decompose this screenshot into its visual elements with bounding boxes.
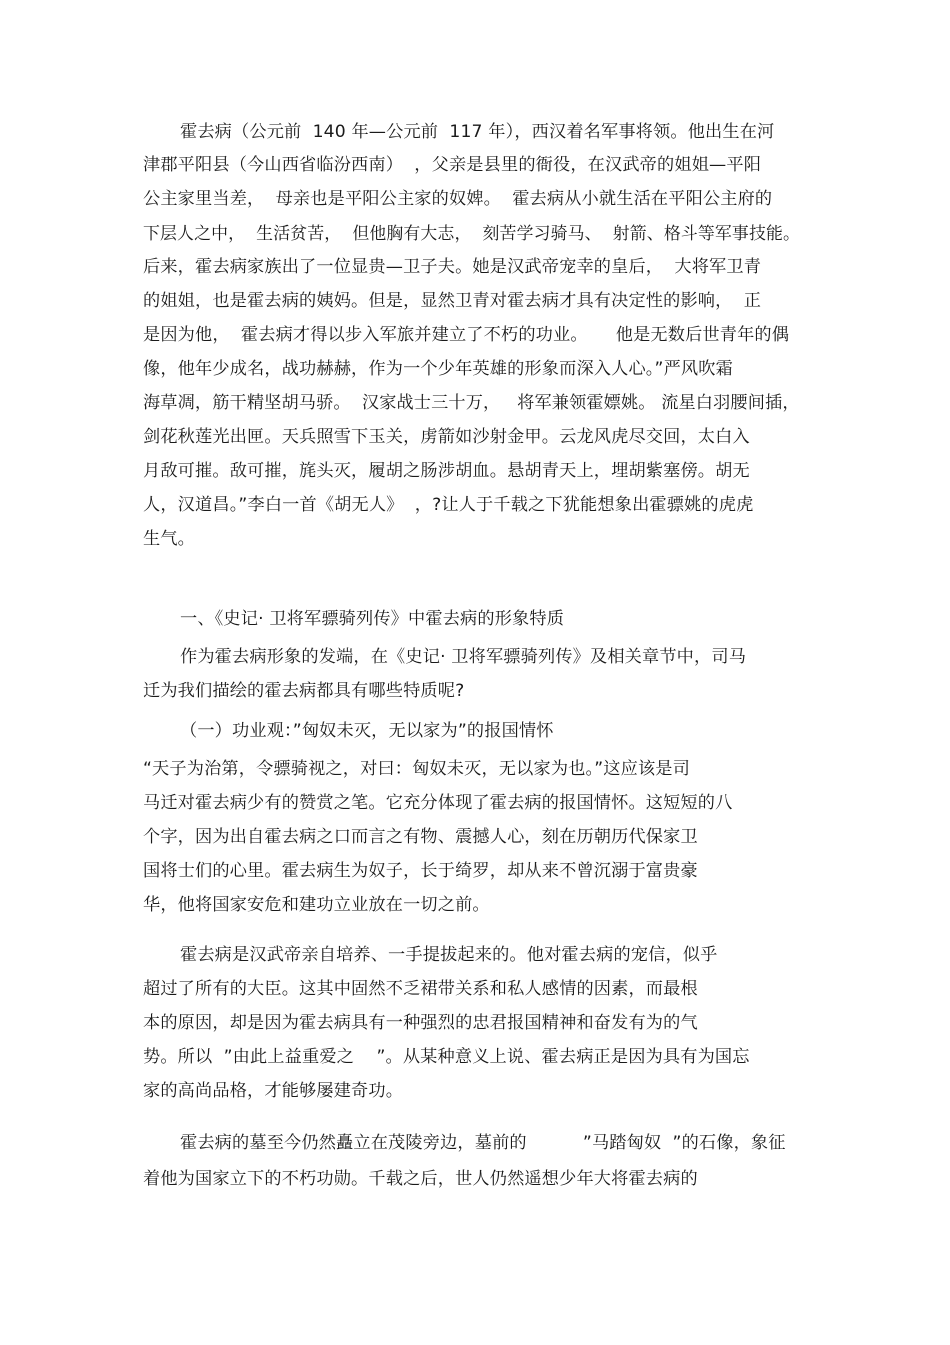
- text-line: 家的高尚品格，才能够屡建奇功。: [143, 1081, 404, 1101]
- text-line: 着他为国家立下的不朽功勋。千载之后，世人仍然遥想少年大将霍去病的: [143, 1169, 698, 1189]
- text-line: 超过了所有的大臣。这其中固然不乏裙带关系和私人感情的因素，而最根: [143, 979, 698, 999]
- text-line: 霍去病的墓至今仍然矗立在茂陵旁边，墓前的 ”马踏匈奴 ”的石像，象征: [180, 1133, 786, 1153]
- text-line: 月敌可摧。敌可摧，旄头灭，履胡之肠涉胡血。悬胡青天上，埋胡紫塞傍。胡无: [143, 461, 750, 481]
- text-line: 霍去病是汉武帝亲自培养、一手提拔起来的。他对霍去病的宠信，似乎: [180, 945, 718, 965]
- subsection-heading: （一）功业观：”匈奴未灭，无以家为”的报国情怀: [180, 721, 554, 741]
- text-line: 像，他年少成名，战功赫赫，作为一个少年英雄的形象而深入人心。”严风吹霜: [143, 359, 733, 379]
- text-line: “天子为治第，令骠骑视之，对曰：匈奴未灭，无以家为也。”这应该是司: [143, 759, 690, 779]
- text-line: 下层人之中， 生活贫苦， 但他胸有大志， 刻苦学习骑马、 射箭、格斗等军事技能。: [143, 223, 801, 243]
- text-line: 马迁对霍去病少有的赞赏之笔。它充分体现了霍去病的报国情怀。这短短的八: [143, 793, 733, 813]
- text-line: 剑花秋莲光出匣。天兵照雪下玉关，虏箭如沙射金甲。云龙风虎尽交回，太白入: [143, 427, 750, 447]
- text-line: 迁为我们描绘的霍去病都具有哪些特质呢?: [143, 681, 465, 701]
- text-line: 势。所以 ”由此上益重爱之 ”。从某种意义上说、霍去病正是因为具有为国忘: [143, 1047, 750, 1067]
- text-line: 人，汉道昌。”李白一首《胡无人》 ，?让人于千载之下犹能想象出霍骠姚的虎虎: [143, 495, 754, 515]
- text-line: 作为霍去病形象的发端，在《史记· 卫将军骠骑列传》及相关章节中，司马: [180, 647, 747, 667]
- text-line: 个字，因为出自霍去病之口而言之有物、震撼人心，刻在历朝历代保家卫: [143, 827, 698, 847]
- text-line: 海草凋，筋干精坚胡马骄。 汉家战士三十万， 将军兼领霍嫖姚。 流星白羽腰间插，: [143, 393, 800, 413]
- text-line: 国将士们的心里。霍去病生为奴子，长于绮罗，却从来不曾沉溺于富贵豪: [143, 861, 698, 881]
- section-heading: 一、《史记· 卫将军骠骑列传》中霍去病的形象特质: [180, 609, 565, 629]
- text-line: 公主家里当差， 母亲也是平阳公主家的奴婢。 霍去病从小就生活在平阳公主府的: [143, 189, 773, 209]
- text-line: 霍去病（公元前 140 年—公元前 117 年），西汉着名军事将领。他出生在河: [180, 122, 775, 142]
- text-line: 生气。: [143, 529, 196, 549]
- text-line: 后来，霍去病家族出了一位显贵—卫子夫。她是汉武帝宠幸的皇后， 大将军卫青: [143, 257, 762, 277]
- text-line: 是因为他， 霍去病才得以步入军旅并建立了不朽的功业。 他是无数后世青年的偶: [143, 325, 790, 345]
- text-line: 华，他将国家安危和建功立业放在一切之前。: [143, 895, 490, 915]
- text-line: 本的原因，却是因为霍去病具有一种强烈的忠君报国精神和奋发有为的气: [143, 1013, 698, 1033]
- text-line: 津郡平阳县（今山西省临汾西南） ，父亲是县里的衙役，在汉武帝的姐姐—平阳: [143, 155, 762, 175]
- text-line: 的姐姐，也是霍去病的姨妈。但是，显然卫青对霍去病才具有决定性的影响， 正: [143, 291, 762, 311]
